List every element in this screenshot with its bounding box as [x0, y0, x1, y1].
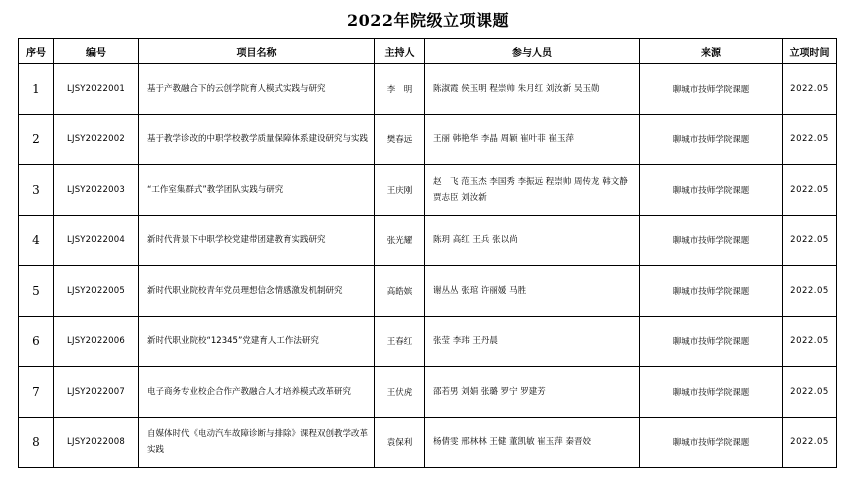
project-name: 自媒体时代《电动汽车故障诊断与排除》课程双创教学改革实践	[139, 417, 375, 468]
header-host: 主持人	[375, 39, 425, 64]
project-host: 袁保利	[375, 417, 425, 468]
header-row	[19, 39, 837, 64]
row-number: 8	[19, 417, 54, 468]
header-code: 编号	[54, 39, 139, 64]
project-source: 聊城市技师学院课题	[640, 316, 783, 367]
project-code: LJSY2022007	[54, 367, 139, 418]
project-time: 2022.05	[783, 367, 837, 418]
project-host: 樊春远	[375, 114, 425, 165]
project-source: 聊城市技师学院课题	[640, 367, 783, 418]
projects-table	[18, 38, 837, 468]
project-code: LJSY2022003	[54, 165, 139, 216]
project-name: 新时代职业院校“12345”党建育人工作法研究	[139, 316, 375, 367]
table-row	[19, 114, 837, 165]
project-host: 王春红	[375, 316, 425, 367]
project-code: LJSY2022005	[54, 266, 139, 317]
project-host: 王庆刚	[375, 165, 425, 216]
project-source: 聊城市技师学院课题	[640, 417, 783, 468]
header-source: 来源	[640, 39, 783, 64]
project-members: 陈淑霞 侯玉明 程崇帅 朱月红 刘汝新 吴玉勋	[425, 64, 640, 115]
project-host: 张光耀	[375, 215, 425, 266]
row-number: 1	[19, 64, 54, 115]
project-time: 2022.05	[783, 316, 837, 367]
table-body	[19, 64, 837, 468]
project-code: LJSY2022001	[54, 64, 139, 115]
table-row	[19, 64, 837, 115]
project-time: 2022.05	[783, 417, 837, 468]
header-members: 参与人员	[425, 39, 640, 64]
row-number: 2	[19, 114, 54, 165]
table-row	[19, 367, 837, 418]
project-members: 陈玥 高红 王兵 张以尚	[425, 215, 640, 266]
project-members: 王丽 韩艳华 李晶 周颖 崔叶菲 崔玉萍	[425, 114, 640, 165]
project-source: 聊城市技师学院课题	[640, 266, 783, 317]
project-time: 2022.05	[783, 165, 837, 216]
table-row	[19, 165, 837, 216]
project-name: 新时代职业院校青年党员理想信念情感激发机制研究	[139, 266, 375, 317]
document-title: 2022年院级立项课题	[346, 11, 510, 30]
table-row	[19, 215, 837, 266]
project-time: 2022.05	[783, 114, 837, 165]
table-header	[19, 39, 837, 64]
project-members: 谢丛丛 张琯 许丽媛 马胜	[425, 266, 640, 317]
project-time: 2022.05	[783, 266, 837, 317]
project-time: 2022.05	[783, 215, 837, 266]
row-number: 5	[19, 266, 54, 317]
row-number: 6	[19, 316, 54, 367]
project-host: 王伏虎	[375, 367, 425, 418]
project-name: 电子商务专业校企合作产教融合人才培养模式改革研究	[139, 367, 375, 418]
project-host: 高皓嫔	[375, 266, 425, 317]
project-source: 聊城市技师学院课题	[640, 165, 783, 216]
header-num: 序号	[19, 39, 54, 64]
header-name: 项目名称	[139, 39, 375, 64]
project-host: 李 明	[375, 64, 425, 115]
row-number: 7	[19, 367, 54, 418]
project-name: 新时代背景下中职学校党建带团建教育实践研究	[139, 215, 375, 266]
row-number: 3	[19, 165, 54, 216]
project-source: 聊城市技师学院课题	[640, 215, 783, 266]
project-time: 2022.05	[783, 64, 837, 115]
project-source: 聊城市技师学院课题	[640, 64, 783, 115]
project-code: LJSY2022004	[54, 215, 139, 266]
project-name: 基于产教融合下的云创学院育人模式实践与研究	[139, 64, 375, 115]
project-name: 基于教学诊改的中职学校教学质量保障体系建设研究与实践	[139, 114, 375, 165]
project-code: LJSY2022008	[54, 417, 139, 468]
table-row	[19, 316, 837, 367]
project-members: 张莹 李玮 王丹晨	[425, 316, 640, 367]
project-code: LJSY2022006	[54, 316, 139, 367]
project-members: 杨倩雯 邢林林 王健 董凯敏 崔玉萍 秦晋姣	[425, 417, 640, 468]
project-members: 邵若男 刘娟 张璐 罗宁 罗建芳	[425, 367, 640, 418]
project-source: 聊城市技师学院课题	[640, 114, 783, 165]
project-name: “工作室集群式”教学团队实践与研究	[139, 165, 375, 216]
table-row	[19, 266, 837, 317]
project-members: 赵 飞 范玉杰 李国秀 李振远 程崇帅 周传龙 韩文静 贾志臣 刘汝新	[425, 165, 640, 216]
table-row	[19, 417, 837, 468]
row-number: 4	[19, 215, 54, 266]
header-time: 立项时间	[783, 39, 837, 64]
project-code: LJSY2022002	[54, 114, 139, 165]
